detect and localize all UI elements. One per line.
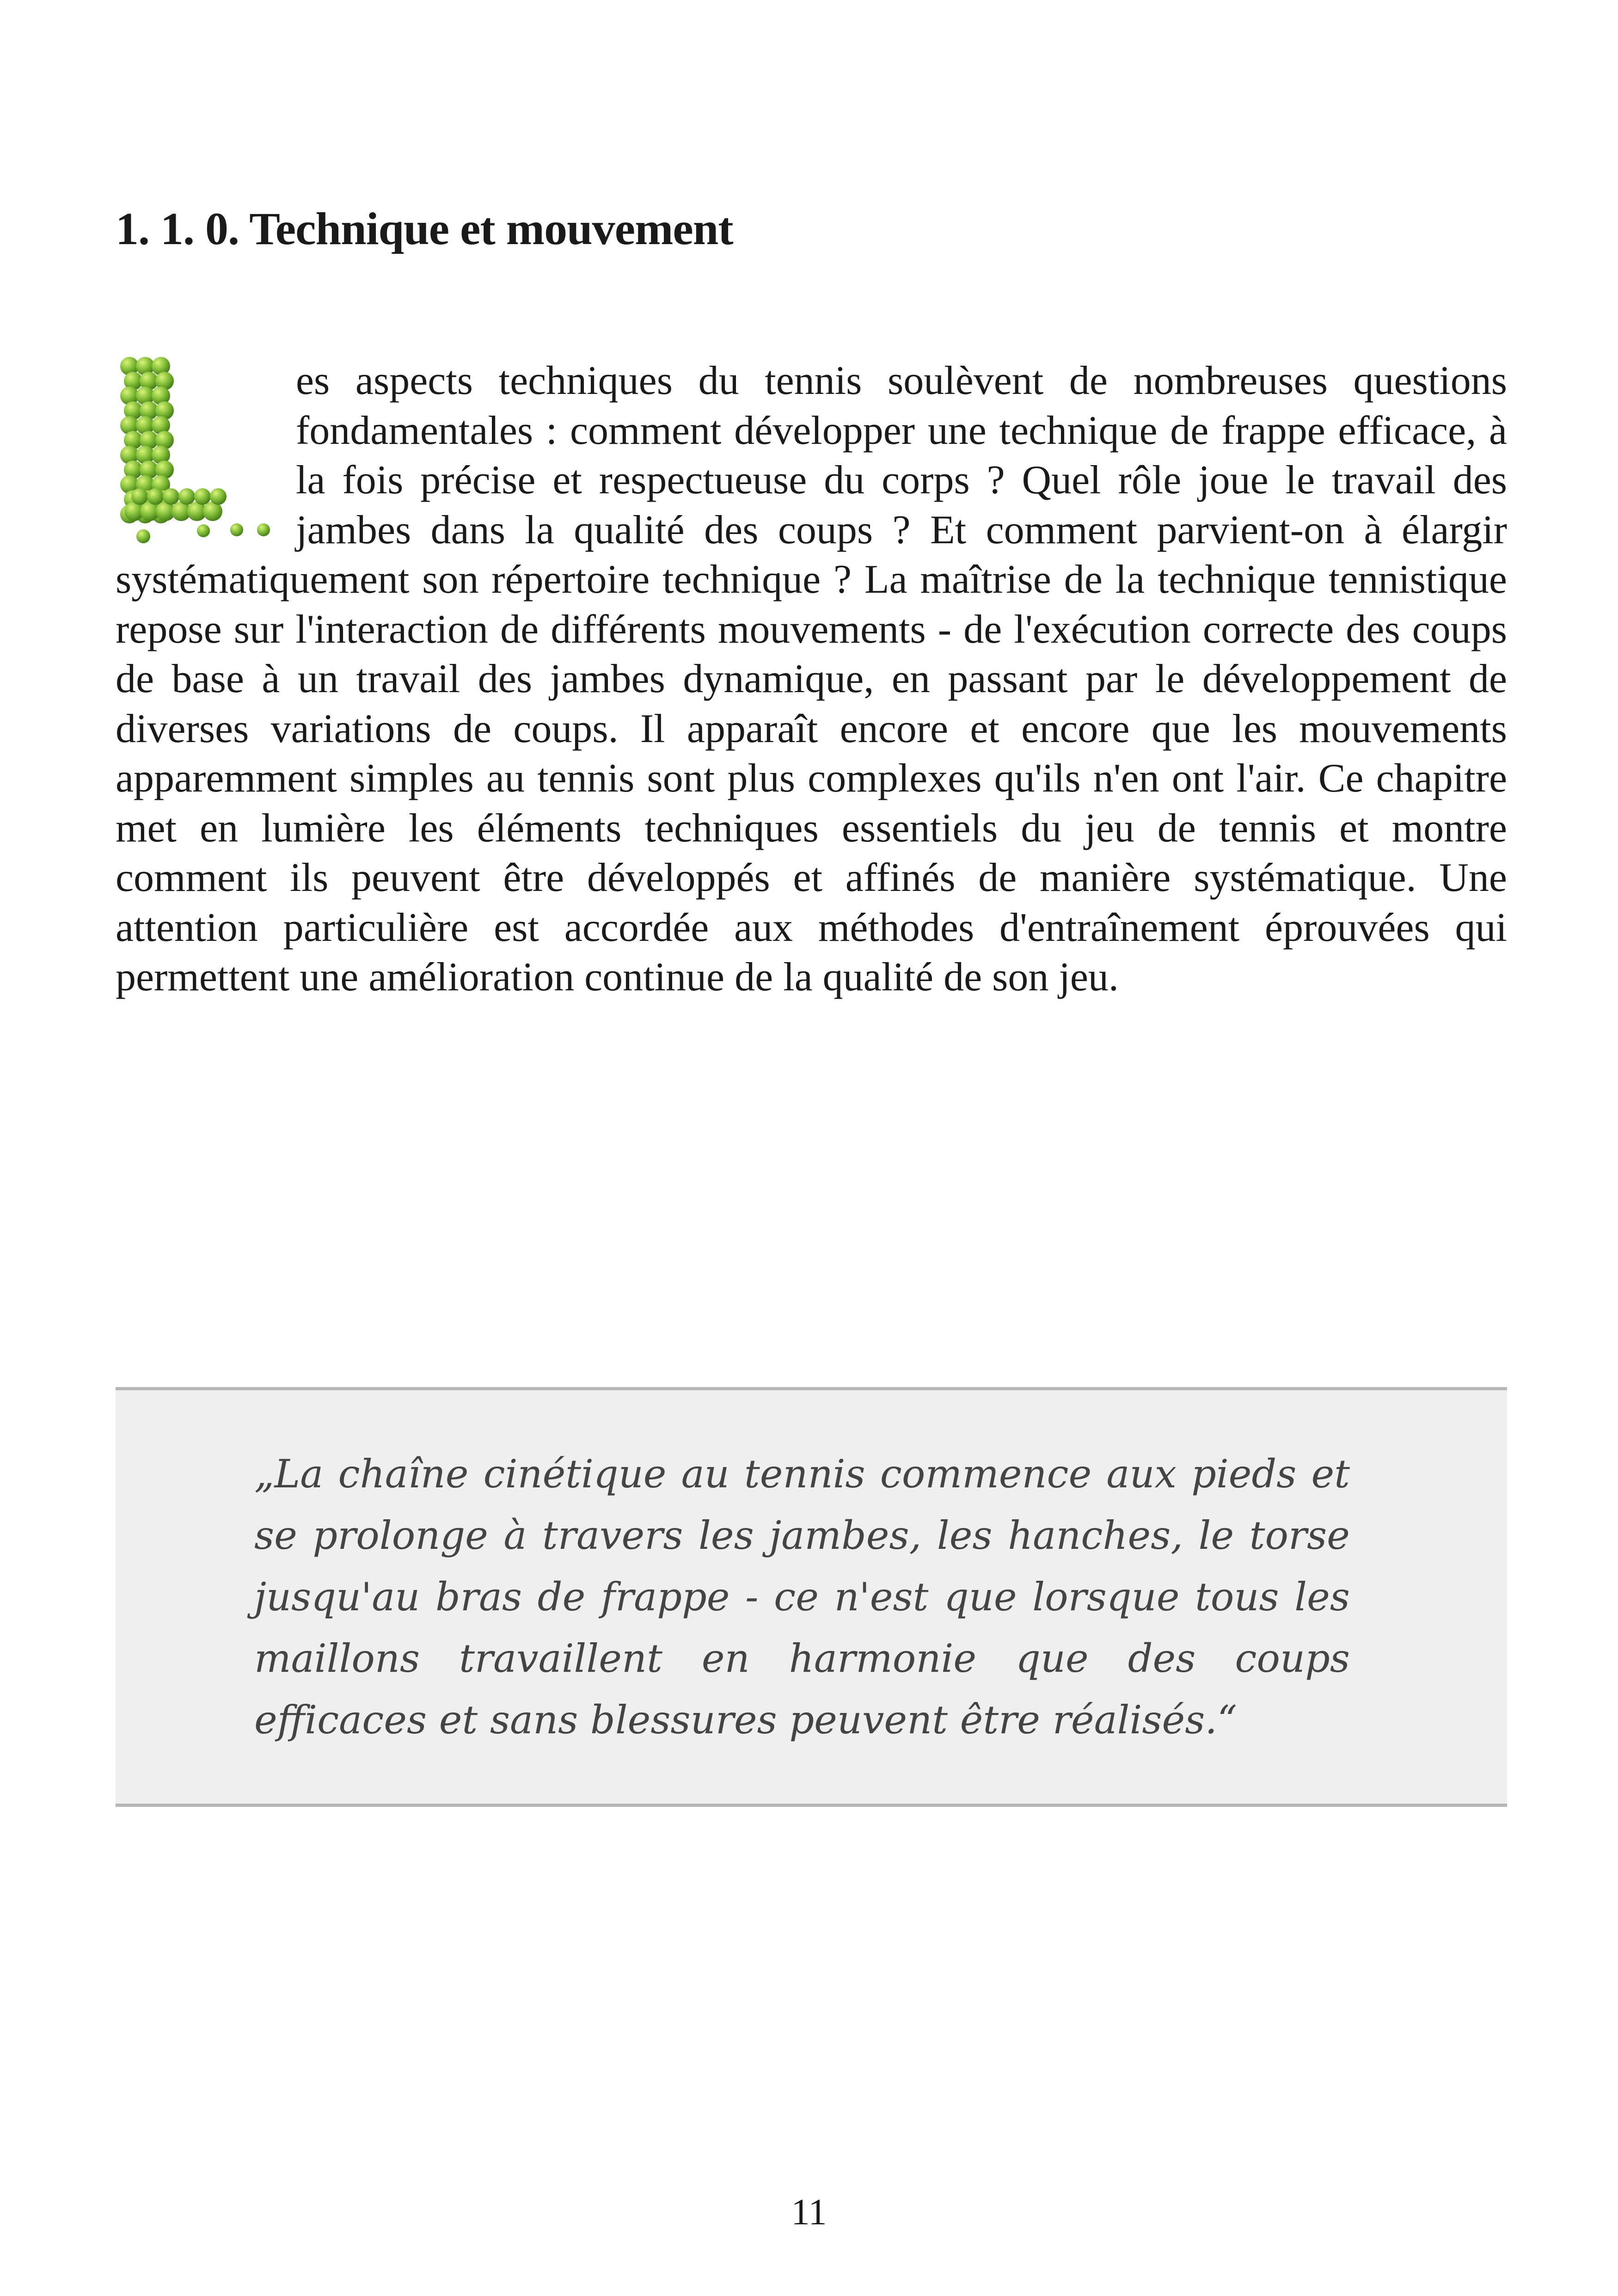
pull-quote-box (116, 1387, 1507, 1807)
drop-cap-spacer (116, 356, 296, 550)
section-heading: 1. 1. 0. Technique et mouvement (116, 203, 733, 254)
page-number: 11 (791, 2192, 827, 2233)
intro-text: es aspects techniques du tennis soulèvent de nombreuses questions fondamentales : comment développer une technique de frappe efficace, à la fois précise et respectueuse du corps ? Quel rôle joue le travail des jambes dans la qualité des coups ? Et comment parvient-on à élargir systématiquement son répertoire technique ? La maîtrise de la technique tennistique repose sur l'interaction de différents mouvements - de l'exécution correcte des coups de base à un travail des jambes dynamique, en passant par le développement de diverses variations de coups. Il apparaît encore et encore que les mouvements apparemment simples au tennis sont plus complexes qu'ils n'en ont l'air. Ce chapitre met en lumière les éléments techniques essentiels du jeu de tennis et montre comment ils peuvent être développés et affinés de manière systématique. Une attention particulière est accordée aux méthodes d'entraînement éprouvées qui permettent une amélioration continue de la qualité de son jeu. (116, 358, 1507, 1000)
intro-paragraph (116, 356, 1507, 1002)
pull-quote-text: „La chaîne cinétique au tennis commence aux pieds et se prolonge à travers les jambes, les hanches, le torse jusqu'au bras de frappe - ce n'est que lorsque tous les maillons travaillent en harmonie que des coups efficaces et sans blessures peuvent être réalisés.“ (254, 1451, 1350, 1743)
